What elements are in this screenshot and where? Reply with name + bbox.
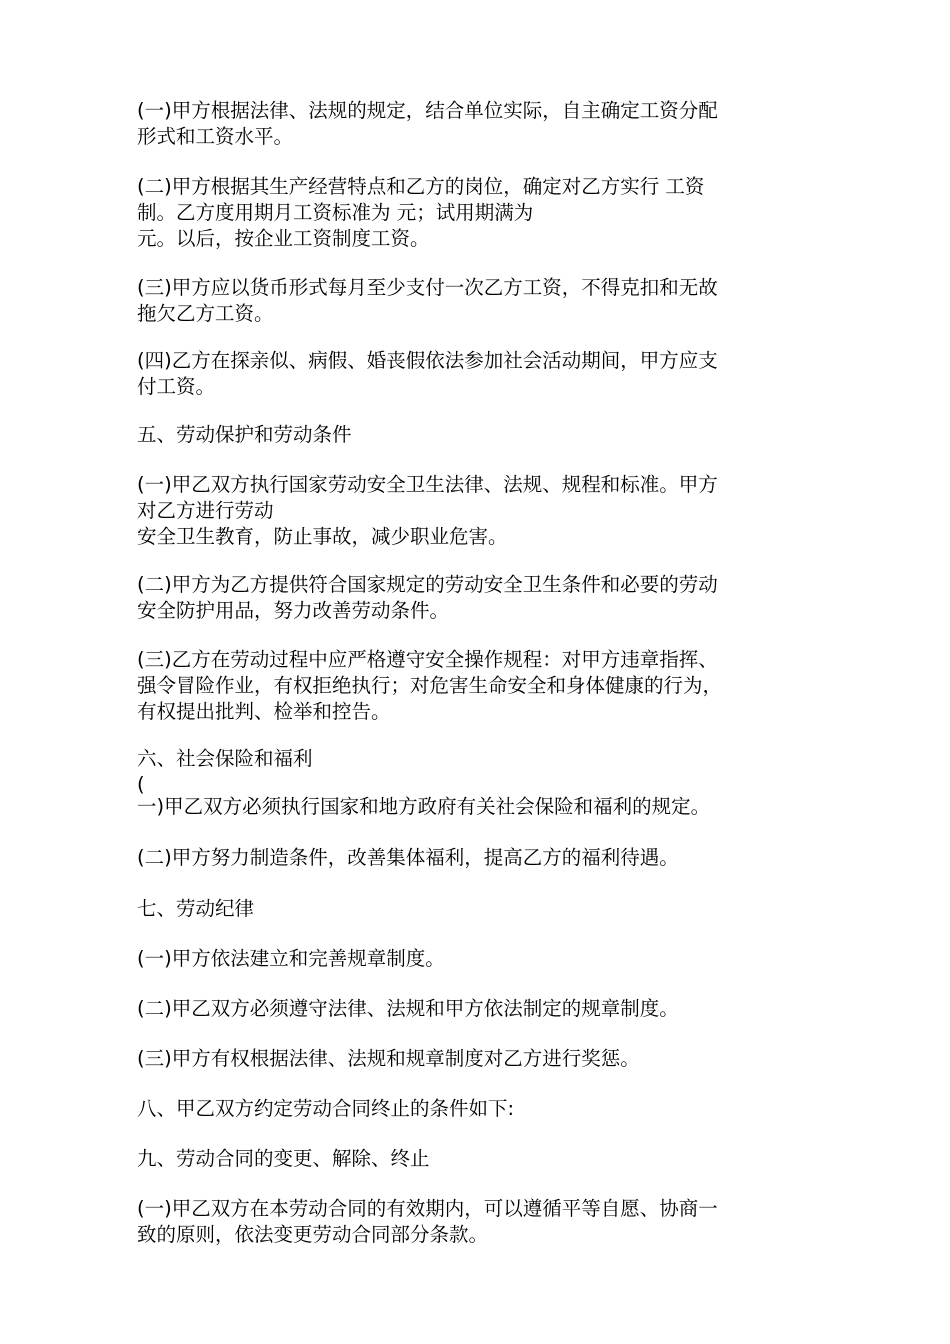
paragraph-wage-4 — [137, 348, 817, 400]
section-heading-social-insurance — [137, 746, 817, 820]
paragraph-protection-3 — [137, 647, 817, 725]
text-line: 形式和工资水平。 — [137, 125, 294, 148]
text-line: 元。以后，按企业工资制度工资。 — [137, 227, 430, 250]
text-line: 安全防护用品，努力改善劳动条件。 — [137, 599, 450, 622]
section-heading: 五、劳动保护和劳动条件 — [137, 423, 352, 446]
text-line: (二)甲方努力制造条件，改善集体福利，提高乙方的福利待遇。 — [137, 846, 679, 869]
text-line: (三)甲方应以货币形式每月至少支付一次乙方工资，不得克扣和无故 — [137, 276, 718, 299]
paragraph-discipline-3 — [137, 1046, 817, 1072]
text-line: 有权提出批判、检举和控告。 — [137, 700, 391, 723]
text-line: (二)甲乙双方必须遵守法律、法规和甲方依法制定的规章制度。 — [137, 997, 679, 1020]
section-heading-discipline — [137, 896, 817, 922]
text-line: (二)甲方根据其生产经营特点和乙方的岗位，确定对乙方实行 工资 — [137, 175, 705, 198]
text-line: 一)甲乙双方必须执行国家和地方政府有关社会保险和福利的规定。 — [137, 795, 711, 818]
text-line: 强令冒险作业，有权拒绝执行；对危害生命安全和身体健康的行为， — [137, 674, 723, 697]
paragraph-contract-change-1 — [137, 1196, 817, 1248]
section-heading-labor-protection — [137, 422, 817, 448]
section-heading: 八、甲乙双方约定劳动合同终止的条件如下: — [137, 1097, 515, 1120]
text-line: (三)甲方有权根据法律、法规和规章制度对乙方进行奖惩。 — [137, 1047, 640, 1070]
text-line: (四)乙方在探亲似、病假、婚丧假依法参加社会活动期间，甲方应支 — [137, 349, 718, 372]
section-heading-termination — [137, 1096, 817, 1122]
text-line: (一)甲方根据法律、法规的规定，结合单位实际，自主确定工资分配 — [137, 99, 718, 122]
section-heading-contract-change — [137, 1146, 817, 1172]
text-line: 拖欠乙方工资。 — [137, 302, 274, 325]
text-line: ( — [137, 773, 145, 796]
paragraph-protection-1 — [137, 472, 817, 550]
text-line: (二)甲方为乙方提供符合国家规定的劳动安全卫生条件和必要的劳动 — [137, 573, 718, 596]
paragraph-discipline-2 — [137, 996, 817, 1022]
paragraph-discipline-1 — [137, 946, 817, 972]
text-line: 致的原则，依法变更劳动合同部分条款。 — [137, 1223, 489, 1246]
text-line: (一)甲方依法建立和完善规章制度。 — [137, 947, 445, 970]
section-heading: 七、劳动纪律 — [137, 897, 255, 920]
text-line: 付工资。 — [137, 375, 216, 398]
paragraph-wage-3 — [137, 275, 817, 327]
text-line: (一)甲乙双方在本劳动合同的有效期内，可以遵循平等自愿、协商一 — [137, 1197, 718, 1220]
text-line: (三)乙方在劳动过程中应严格遵守安全操作规程：对甲方违章指挥、 — [137, 648, 718, 671]
paragraph-wage-2 — [137, 174, 817, 252]
paragraph-welfare-2 — [137, 845, 817, 871]
text-line: (一)甲乙双方执行国家劳动安全卫生法律、法规、规程和标准。甲方 — [137, 473, 718, 496]
section-heading: 九、劳动合同的变更、解除、终止 — [137, 1147, 430, 1170]
paragraph-protection-2 — [137, 572, 817, 624]
paragraph-wage-1 — [137, 98, 817, 150]
section-heading: 六、社会保险和福利 — [137, 747, 313, 770]
text-line: 对乙方进行劳动 — [137, 499, 274, 522]
text-line: 安全卫生教育，防止事故，减少职业危害。 — [137, 525, 508, 548]
text-line: 制。乙方度用期月工资标准为 元；试用期满为 — [137, 201, 534, 224]
